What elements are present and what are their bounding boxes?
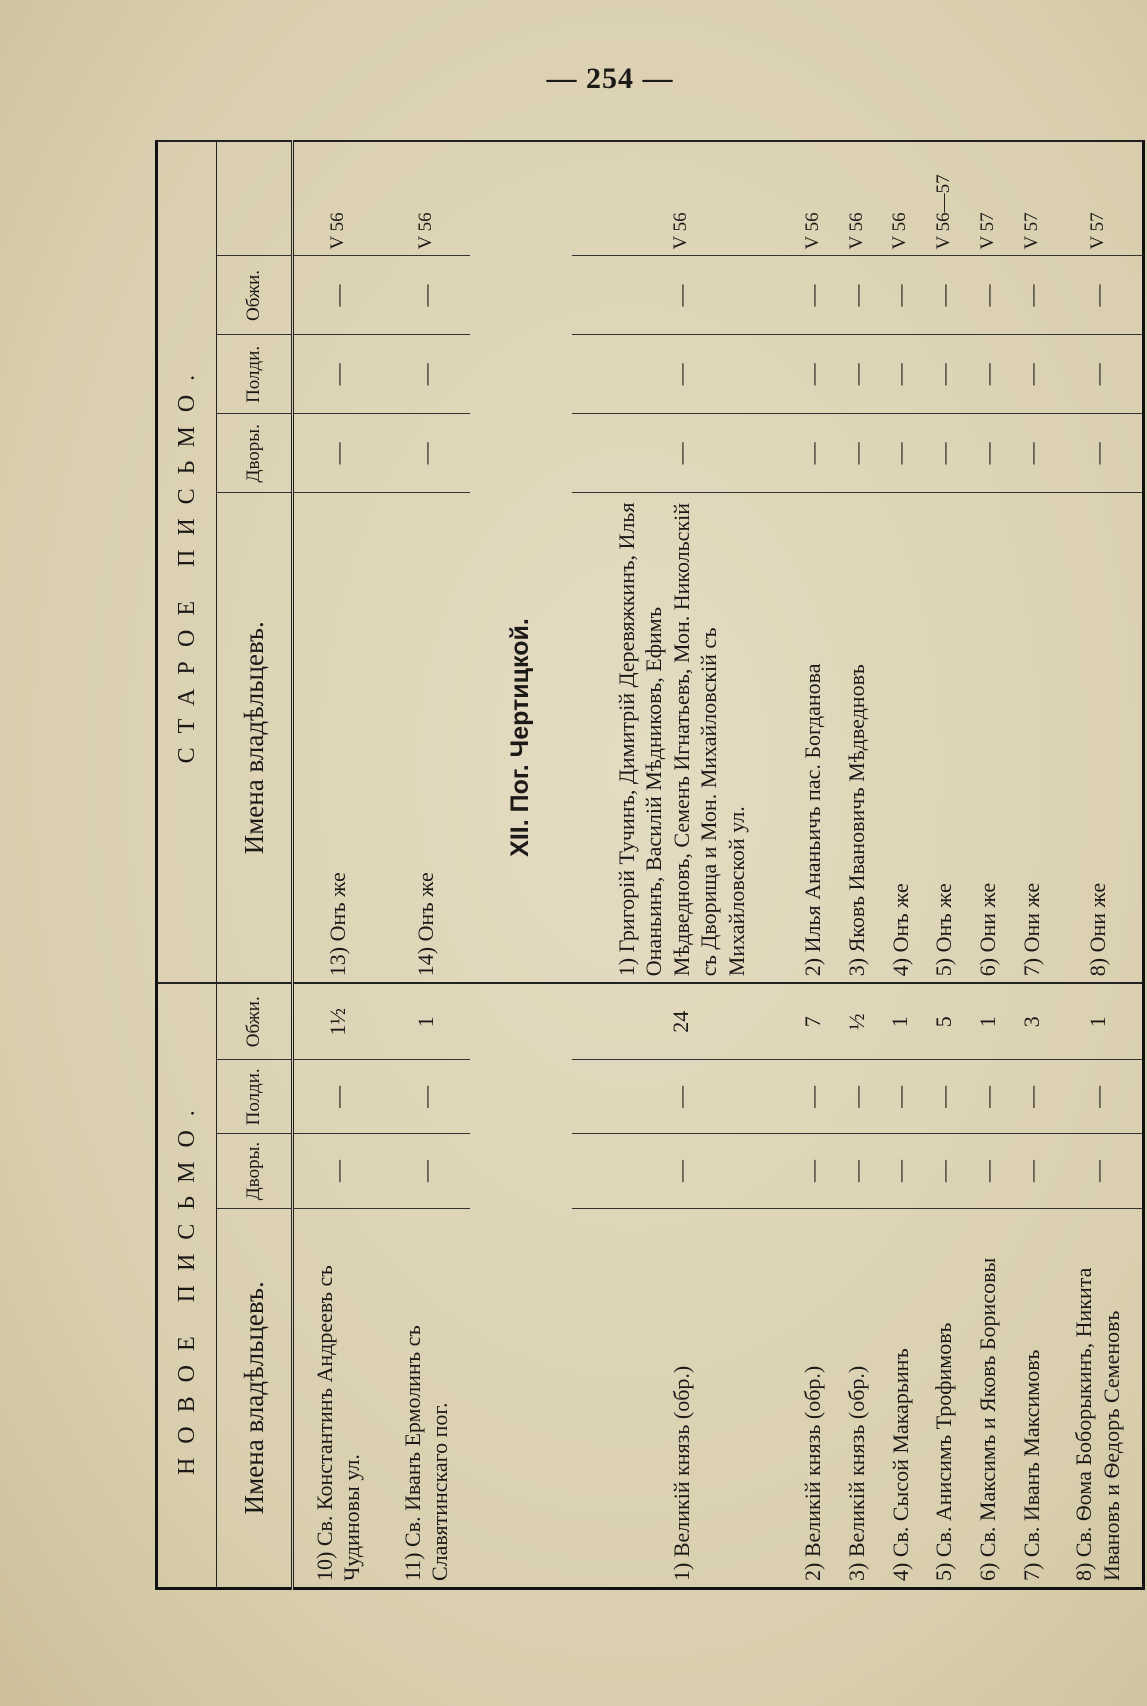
new-polu-value: — bbox=[878, 1060, 922, 1134]
new-owner-name: 8) Св. Ѳома Боборыкинъ, Никита Ивановъ и Ѳедоръ Семеновъ bbox=[1054, 1208, 1144, 1588]
new-obzh-value: 24 bbox=[572, 983, 791, 1060]
reference-value: V 56 bbox=[293, 141, 383, 256]
old-dvor-value: — bbox=[1010, 414, 1054, 493]
new-owner-name: 11) Св. Иванъ Ермолинъ съ Славятинскаго пог. bbox=[382, 1208, 470, 1588]
old-owner-name: 14) Онъ же bbox=[382, 493, 470, 983]
old-letter-heading: СТАРОЕ ПИСЬМО. bbox=[157, 141, 217, 983]
new-dvor-value: — bbox=[878, 1134, 922, 1208]
new-obzh-value: 1 bbox=[382, 983, 470, 1060]
new-dvor-value: — bbox=[293, 1134, 383, 1208]
rotated-table-wrapper bbox=[155, 140, 1145, 1590]
new-dvor-value: — bbox=[791, 1134, 835, 1208]
old-dvor-value: — bbox=[293, 414, 383, 493]
old-obzh-value: — bbox=[293, 256, 383, 335]
old-dvor-value: — bbox=[382, 414, 470, 493]
old-obzh-value: — bbox=[791, 256, 835, 335]
new-owner-name: 1) Великій князь (обр.) bbox=[572, 1208, 791, 1588]
old-owner-name: 7) Они же bbox=[1010, 493, 1054, 983]
old-polu-value: — bbox=[293, 335, 383, 414]
reference-value: V 56 bbox=[835, 141, 879, 256]
old-dvor-value: — bbox=[1054, 414, 1144, 493]
reference-value: V 56 bbox=[572, 141, 791, 256]
old-polu-value: — bbox=[1054, 335, 1144, 414]
new-polu-value: — bbox=[966, 1060, 1010, 1134]
old-obzh-value: — bbox=[966, 256, 1010, 335]
new-polu-value: — bbox=[1010, 1060, 1054, 1134]
table-row bbox=[293, 141, 383, 1589]
new-dvor-value: — bbox=[1054, 1134, 1144, 1208]
new-owner-name: 5) Св. Анисимъ Трофимовъ bbox=[922, 1208, 966, 1588]
old-polu-value: — bbox=[572, 335, 791, 414]
old-owner-name: 13) Онъ же bbox=[293, 493, 383, 983]
table-row bbox=[791, 141, 835, 1589]
reference-value: V 57 bbox=[1054, 141, 1144, 256]
section-block bbox=[470, 141, 572, 1589]
section-row bbox=[470, 141, 572, 1589]
table-row bbox=[966, 141, 1010, 1589]
old-owner-name: 6) Они же bbox=[966, 493, 1010, 983]
old-obzh-value: — bbox=[878, 256, 922, 335]
new-dvor-value: — bbox=[382, 1134, 470, 1208]
old-polu-value: — bbox=[382, 335, 470, 414]
new-obzh-value: 1 bbox=[878, 983, 922, 1060]
old-polu-value: — bbox=[966, 335, 1010, 414]
old-obzh-value: — bbox=[572, 256, 791, 335]
table-row bbox=[835, 141, 879, 1589]
old-dvor-header: Дворы. bbox=[217, 414, 293, 493]
old-obzh-value: — bbox=[1010, 256, 1054, 335]
page-number: — 254 — bbox=[546, 62, 674, 95]
old-polu-value: — bbox=[1010, 335, 1054, 414]
new-owner-name: 2) Великій князь (обр.) bbox=[791, 1208, 835, 1588]
old-owner-name: 8) Они же bbox=[1054, 493, 1144, 983]
register-table bbox=[155, 140, 1145, 1590]
old-owner-name: 2) Илья Ананьичъ пас. Богданова bbox=[791, 493, 835, 983]
table-row bbox=[1010, 141, 1054, 1589]
new-owner-name: 6) Св. Максимъ и Яковъ Борисовы bbox=[966, 1208, 1010, 1588]
old-dvor-value: — bbox=[922, 414, 966, 493]
table-row bbox=[572, 141, 791, 1589]
entries-before-section bbox=[293, 141, 471, 1589]
new-polu-value: — bbox=[382, 1060, 470, 1134]
reference-value: V 57 bbox=[1010, 141, 1054, 256]
reference-value: V 56 bbox=[878, 141, 922, 256]
new-obzh-value: 3 bbox=[1010, 983, 1054, 1060]
reference-value: V 56 bbox=[382, 141, 470, 256]
old-owner-name: 3) Яковъ Ивановичъ Мѣдведновъ bbox=[835, 493, 879, 983]
section-title: XII. Пог. Чертицкой. bbox=[470, 493, 572, 983]
new-obzh-value: 5 bbox=[922, 983, 966, 1060]
new-obzh-value: 1½ bbox=[293, 983, 383, 1060]
new-polu-header: Полди. bbox=[217, 1060, 293, 1134]
old-dvor-value: — bbox=[791, 414, 835, 493]
new-obzh-header: Обжи. bbox=[217, 983, 293, 1060]
reference-value: V 56—57 bbox=[922, 141, 966, 256]
old-obzh-value: — bbox=[382, 256, 470, 335]
new-polu-value: — bbox=[572, 1060, 791, 1134]
new-owner-name: 4) Св. Сысой Макарьинъ bbox=[878, 1208, 922, 1588]
old-obzh-value: — bbox=[922, 256, 966, 335]
old-polu-value: — bbox=[922, 335, 966, 414]
new-names-header: Имена владѣльцевъ. bbox=[217, 1208, 293, 1588]
entries-section-xii bbox=[572, 141, 1144, 1589]
old-dvor-value: — bbox=[835, 414, 879, 493]
new-dvor-value: — bbox=[1010, 1134, 1054, 1208]
old-polu-value: — bbox=[878, 335, 922, 414]
new-obzh-value: 1 bbox=[966, 983, 1010, 1060]
new-owner-name: 7) Св. Иванъ Максимовъ bbox=[1010, 1208, 1054, 1588]
new-obzh-value: 1 bbox=[1054, 983, 1144, 1060]
old-obzh-value: — bbox=[835, 256, 879, 335]
old-obzh-value: — bbox=[1054, 256, 1144, 335]
old-owner-name: 5) Онъ же bbox=[922, 493, 966, 983]
new-owner-name: 3) Великій князь (обр.) bbox=[835, 1208, 879, 1588]
reference-value: V 56 bbox=[791, 141, 835, 256]
old-obzh-header: Обжи. bbox=[217, 256, 293, 335]
new-letter-heading: НОВОЕ ПИСЬМО. bbox=[157, 983, 217, 1588]
new-dvor-header: Дворы. bbox=[217, 1134, 293, 1208]
old-names-header: Имена владѣльцевъ. bbox=[217, 493, 293, 983]
new-obzh-value: ½ bbox=[835, 983, 879, 1060]
table-row bbox=[878, 141, 922, 1589]
reference-header bbox=[217, 141, 293, 256]
old-dvor-value: — bbox=[966, 414, 1010, 493]
new-dvor-value: — bbox=[572, 1134, 791, 1208]
reference-value: V 57 bbox=[966, 141, 1010, 256]
new-obzh-value: 7 bbox=[791, 983, 835, 1060]
table-header bbox=[157, 141, 293, 1589]
old-dvor-value: — bbox=[572, 414, 791, 493]
old-polu-value: — bbox=[835, 335, 879, 414]
new-polu-value: — bbox=[791, 1060, 835, 1134]
old-owner-name: 1) Григорій Тучинъ, Димитрій Деревяжкинъ, Илья Онаньинъ, Василій Мѣдниковъ, Ефимъ Мѣдведновъ, Семенъ Игнатьевъ, Мон. Никольскій съ Дворища и Мон. Михайловскій съ Михайловской ул. bbox=[572, 493, 791, 983]
new-polu-value: — bbox=[922, 1060, 966, 1134]
table-row bbox=[382, 141, 470, 1589]
old-owner-name: 4) Онъ же bbox=[878, 493, 922, 983]
table-row bbox=[1054, 141, 1144, 1589]
table-row bbox=[922, 141, 966, 1589]
new-dvor-value: — bbox=[835, 1134, 879, 1208]
new-polu-value: — bbox=[293, 1060, 383, 1134]
new-polu-value: — bbox=[1054, 1060, 1144, 1134]
old-polu-header: Полди. bbox=[217, 335, 293, 414]
new-dvor-value: — bbox=[966, 1134, 1010, 1208]
old-polu-value: — bbox=[791, 335, 835, 414]
new-dvor-value: — bbox=[922, 1134, 966, 1208]
new-polu-value: — bbox=[835, 1060, 879, 1134]
old-dvor-value: — bbox=[878, 414, 922, 493]
new-owner-name: 10) Св. Константинъ Андреевъ съ Чудиновы ул. bbox=[293, 1208, 383, 1588]
